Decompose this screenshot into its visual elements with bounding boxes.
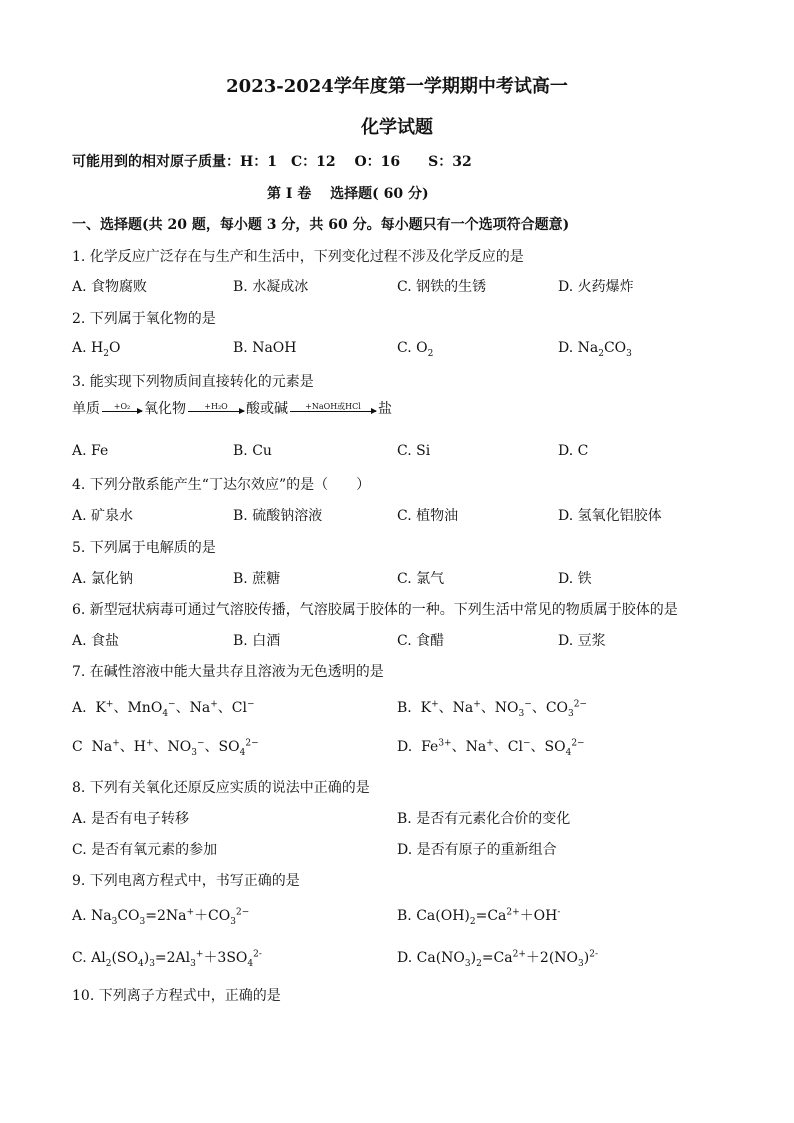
question-9-stem: 9. 下列电离方程式中，书写正确的是 — [72, 873, 300, 889]
section-title: 一、选择题(共 20 题，每小题 3 分，共 60 分。每小题只有一个选项符合题意) — [72, 217, 570, 233]
q5-option-a: A. 氯化钠 — [72, 571, 134, 587]
q7-option-c: C Na+、H+、$NO_3^-$、$SO_4^{2-}$ — [72, 738, 259, 758]
q5-option-b: B. 蔗糖 — [233, 571, 281, 587]
q2-option-d: D. $Na_2CO_3$ — [558, 340, 632, 359]
question-10-stem: 10. 下列离子方程式中，正确的是 — [72, 988, 281, 1004]
q4-option-c: C. 植物油 — [397, 508, 459, 524]
conversion-chain — [72, 398, 392, 418]
q5-option-d: D. 铁 — [558, 571, 592, 587]
arrow-icon: +NaOH或HCl — [290, 402, 376, 418]
q6-option-a: A. 食盐 — [72, 633, 120, 649]
q9-option-d: D. $Ca(NO_3)_2=Ca^{2+}+2(NO_3)^{2-}$ — [397, 949, 598, 969]
question-2-stem: 2. 下列属于氧化物的是 — [72, 311, 216, 327]
arrow-icon: +H₂O — [188, 402, 244, 418]
q8-option-a: A. 是否有电子转移 — [72, 811, 190, 827]
q6-option-c: C. 食醋 — [397, 633, 445, 649]
q5-option-c: C. 氯气 — [397, 571, 445, 587]
q4-option-d: D. 氢氧化铝胶体 — [558, 508, 662, 524]
q9-option-c: C. $Al_2(SO_4)_3=2Al_3^++3SO_4^{2-}$ — [72, 949, 262, 969]
q8-option-d: D. 是否有原子的重新组合 — [397, 842, 557, 858]
question-8-stem: 8. 下列有关氧化还原反应实质的说法中正确的是 — [72, 780, 370, 796]
q6-option-b: B. 白酒 — [233, 633, 281, 649]
q3-option-a: A. Fe — [72, 443, 109, 459]
chain-step-3: 酸或碱 — [246, 401, 288, 417]
q3-option-b: B. Cu — [233, 443, 272, 459]
q1-option-d: D. 火药爆炸 — [558, 279, 634, 295]
q2-option-b: B. NaOH — [233, 340, 297, 356]
q2-option-c: C. $O_2$ — [397, 340, 434, 359]
q6-option-d: D. 豆浆 — [558, 633, 606, 649]
chain-step-2: 氧化物 — [144, 401, 186, 417]
q8-option-c: C. 是否有氧元素的参加 — [72, 842, 218, 858]
atomic-mass-line: 可能用到的相对原子质量：H：1 C：12 O：16 S：32 — [72, 154, 472, 170]
question-1-stem: 1. 化学反应广泛存在与生产和生活中，下列变化过程不涉及化学反应的是 — [72, 249, 524, 265]
question-4-stem: 4. 下列分散系能产生“丁达尔效应”的是（ ） — [72, 477, 371, 493]
arrow-icon: +O₂ — [102, 402, 142, 418]
q7-option-d: D. $Fe^{3+}$、Na+、Cl−、$SO_4^{2-}$ — [397, 738, 585, 758]
question-5-stem: 5. 下列属于电解质的是 — [72, 540, 216, 556]
q1-option-c: C. 钢铁的生锈 — [397, 279, 487, 295]
q3-option-c: C. Si — [397, 443, 431, 459]
q2-option-a: A. $H_2O$ — [72, 340, 121, 359]
chain-step-4: 盐 — [378, 401, 392, 417]
q9-option-b: B. $Ca(OH)_2=Ca^{2+}+OH^-$ — [397, 907, 561, 927]
chain-step-1: 单质 — [72, 401, 100, 417]
q4-option-a: A. 矿泉水 — [72, 508, 134, 524]
q8-option-b: B. 是否有元素化合价的变化 — [397, 811, 571, 827]
question-6-stem: 6. 新型冠状病毒可通过气溶胶传播，气溶胶属于胶体的一种。下列生活中常见的物质属于胶体的是 — [72, 602, 678, 618]
exam-title: 2023-2024学年度第一学期期中考试高一 — [226, 76, 568, 97]
q1-option-a: A. 食物腐败 — [72, 279, 148, 295]
part-title: 第 I 卷 选择题( 60 分) — [267, 186, 429, 202]
q4-option-b: B. 硫酸钠溶液 — [233, 508, 323, 524]
q7-option-a: A. K+、MnO$_4$−、Na+、Cl− — [72, 699, 255, 719]
q1-option-b: B. 水凝成冰 — [233, 279, 309, 295]
q7-option-b: B. K+、Na+、$NO_3^-$、$CO_3^{2-}$ — [397, 699, 588, 719]
question-7-stem: 7. 在碱性溶液中能大量共存且溶液为无色透明的是 — [72, 664, 384, 680]
q3-option-d: D. C — [558, 443, 589, 459]
question-3-stem: 3. 能实现下列物质间直接转化的元素是 — [72, 374, 314, 390]
q9-option-a: A. $Na_3CO_3=2Na^++CO_3^{2-}$ — [72, 907, 250, 927]
exam-subtitle: 化学试题 — [361, 117, 433, 138]
